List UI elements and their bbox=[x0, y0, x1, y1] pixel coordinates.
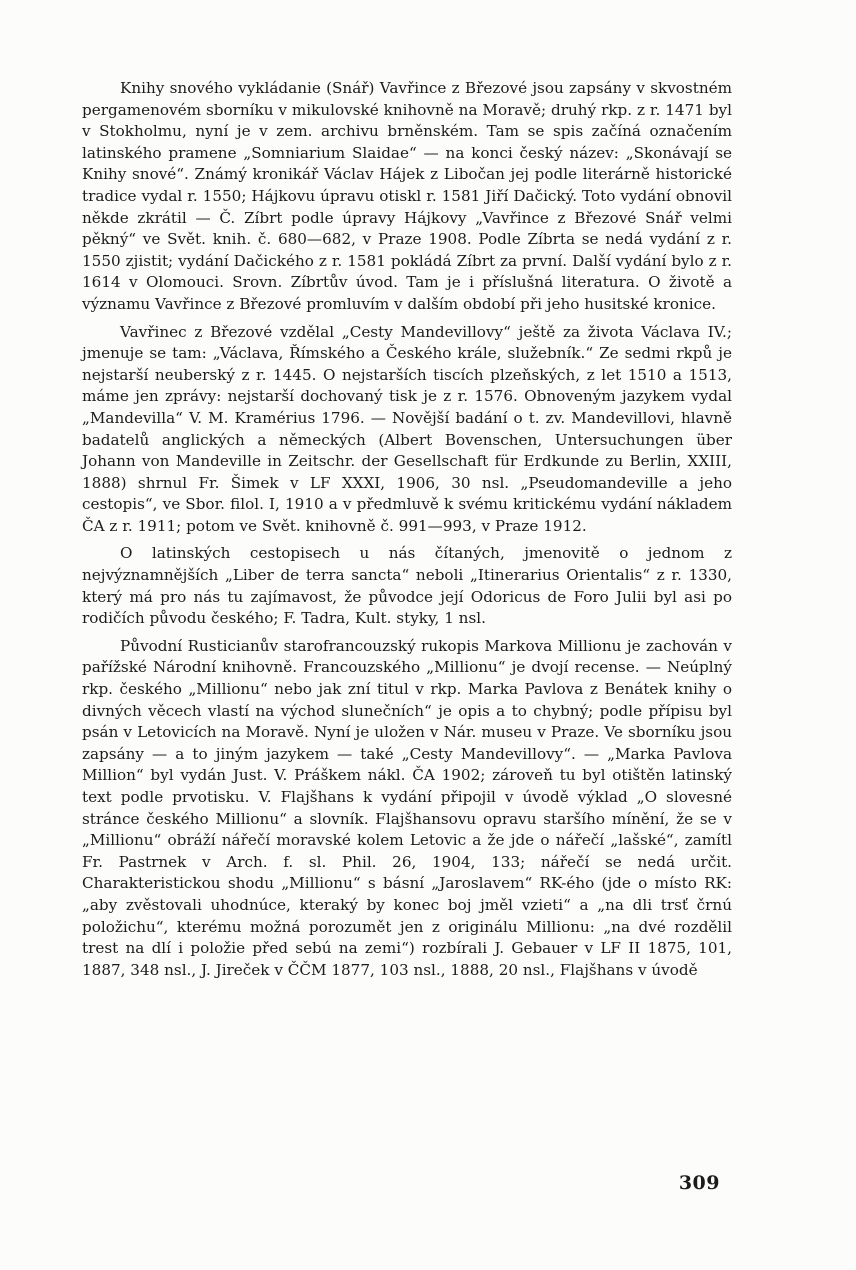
paragraph-mandeville: Vavřinec z Březové vzdělal „Cesty Mandevillovy“ ještě za života Václava IV.; jmenuje se tam: „Václava, Římského a Českého krále, služebník.“ Ze sedmi rkpů je nejstarší neuberský z r. 1445. O nejstarších tiscích plzeňských, z let 1510 a 1513, máme jen zprávy: nejstarší dochovaný tisk je z r. 1576. Obnoveným jazykem vydal „Mandevilla“ V. M. Kramérius 1796. — Novější badání o t. zv. Mandevillovi, hlavně badatelů anglických a německých (Albert Bovenschen, Untersuchungen über Johann von Mandeville in Zeitschr. der Gesellschaft für Erdkunde zu Berlin, XXIII, 1888) shrnul Fr. Šimek v LF XXXI, 1906, 30 nsl. „Pseudomandeville a jeho cestopis“, ve Sbor. filol. I, 1910 a v předmluvě k svému kritickému vydání nákladem ČA z r. 1911; potom ve Svět. knihovně č. 991—993, v Praze 1912. bbox=[82, 322, 732, 535]
paragraph-million: Původní Rusticianův starofrancouzský rukopis Markova Millionu je zachován v pařížské Národní knihovně. Francouzského „Millionu“ je dvojí recense. — Neúplný rkp. českého „Millionu“ nebo jak zní titul v rkp. Marka Pavlova z Benátek knihy o divných věcech vlastí na východ slunečních“ je opis a to chybný; podle přípisu byl psán v Letovicích na Moravě. Nyní je uložen v Nár. museu v Praze. Ve sborníku jsou zapsány — a to jiným jazykem — také „Cesty Mandevillovy“. — „Marka Pavlova Million“ byl vydán Just. V. Práškem nákl. ČA 1902; zároveň tu byl otištěn latinský text podle prvotisku. V. Flajšhans k vydání připojil v úvodě výklad „O slovesné stránce českého Millionu“ a slovník. Flajšhansovu opravu staršího mínění, že se v „Millionu“ obráží nářečí moravské kolem Letovic a že jde o nářečí „lašské“, zamítl Fr. Pastrnek v Arch. f. sl. Phil. 26, 1904, 133; nářečí se nedá určit. Charakteristickou shodu „Millionu“ s básní „Jaroslavem“ RK-ého (jde o místo RK: „aby zvěstovali uhodnúce, kteraký by konec boj jměl vzieti“ a „na dli trsť črnú položichu“, kterému možná porozumět jen z originálu Millionu: „na dvé rozdělil trest na dlí i položie před sebú na zemi“) rozbírali J. Gebauer v LF II 1875, 101, 1887, 348 nsl., J. Jireček v ČČM 1877, 103 nsl., 1888, 20 nsl., Flajšhans v úvodě bbox=[82, 636, 732, 979]
paragraph-snar: Knihy snového vykládanie (Snář) Vavřince z Březové jsou zapsány v skvostném pergamenovém sborníku v mikulovské knihovně na Moravě; druhý rkp. z r. 1471 byl v Stokholmu, nyní je v zem. archivu brněnském. Tam se spis začíná označením latinského pramene „Somniarium Slaidae“ — na konci český název: „Skonávají se Knihy snové“. Známý kronikář Václav Hájek z Libočan jej podle literárně historické tradice vydal r. 1550; Hájkovu úpravu otiskl r. 1581 Jiří Dačický. Toto vydání obnovil někde zkrátil — Č. Zíbrt podle úpravy Hájkovy „Vavřince z Březové Snář velmi pěkný“ ve Svět. knih. č. 680—682, v Praze 1908. Podle Zíbrta se nedá vydání z r. 1550 zjistit; vydání Dačického z r. 1581 pokládá Zíbrt za první. Další vydání bylo z r. 1614 v Olomouci. Srovn. Zíbrtův úvod. Tam je i příslušná literatura. O životě a významu Vavřince z Březové promluvím v dalším období při jeho husitské kronice. bbox=[82, 79, 732, 313]
body-text bbox=[82, 78, 732, 987]
page-number: 309 bbox=[678, 1172, 720, 1194]
paragraph-latin-travelogues: O latinských cestopisech u nás čítaných, jmenovitě o jednom z nejvýznamnějších „Liber de terra sancta“ neboli „Itinerarius Orientalis“ z r. 1330, který má pro nás tu zajímavost, že původce její Odoricus de Foro Julii byl asi po rodičích původu českého; F. Tadra, Kult. styky, 1 nsl. bbox=[82, 544, 732, 628]
